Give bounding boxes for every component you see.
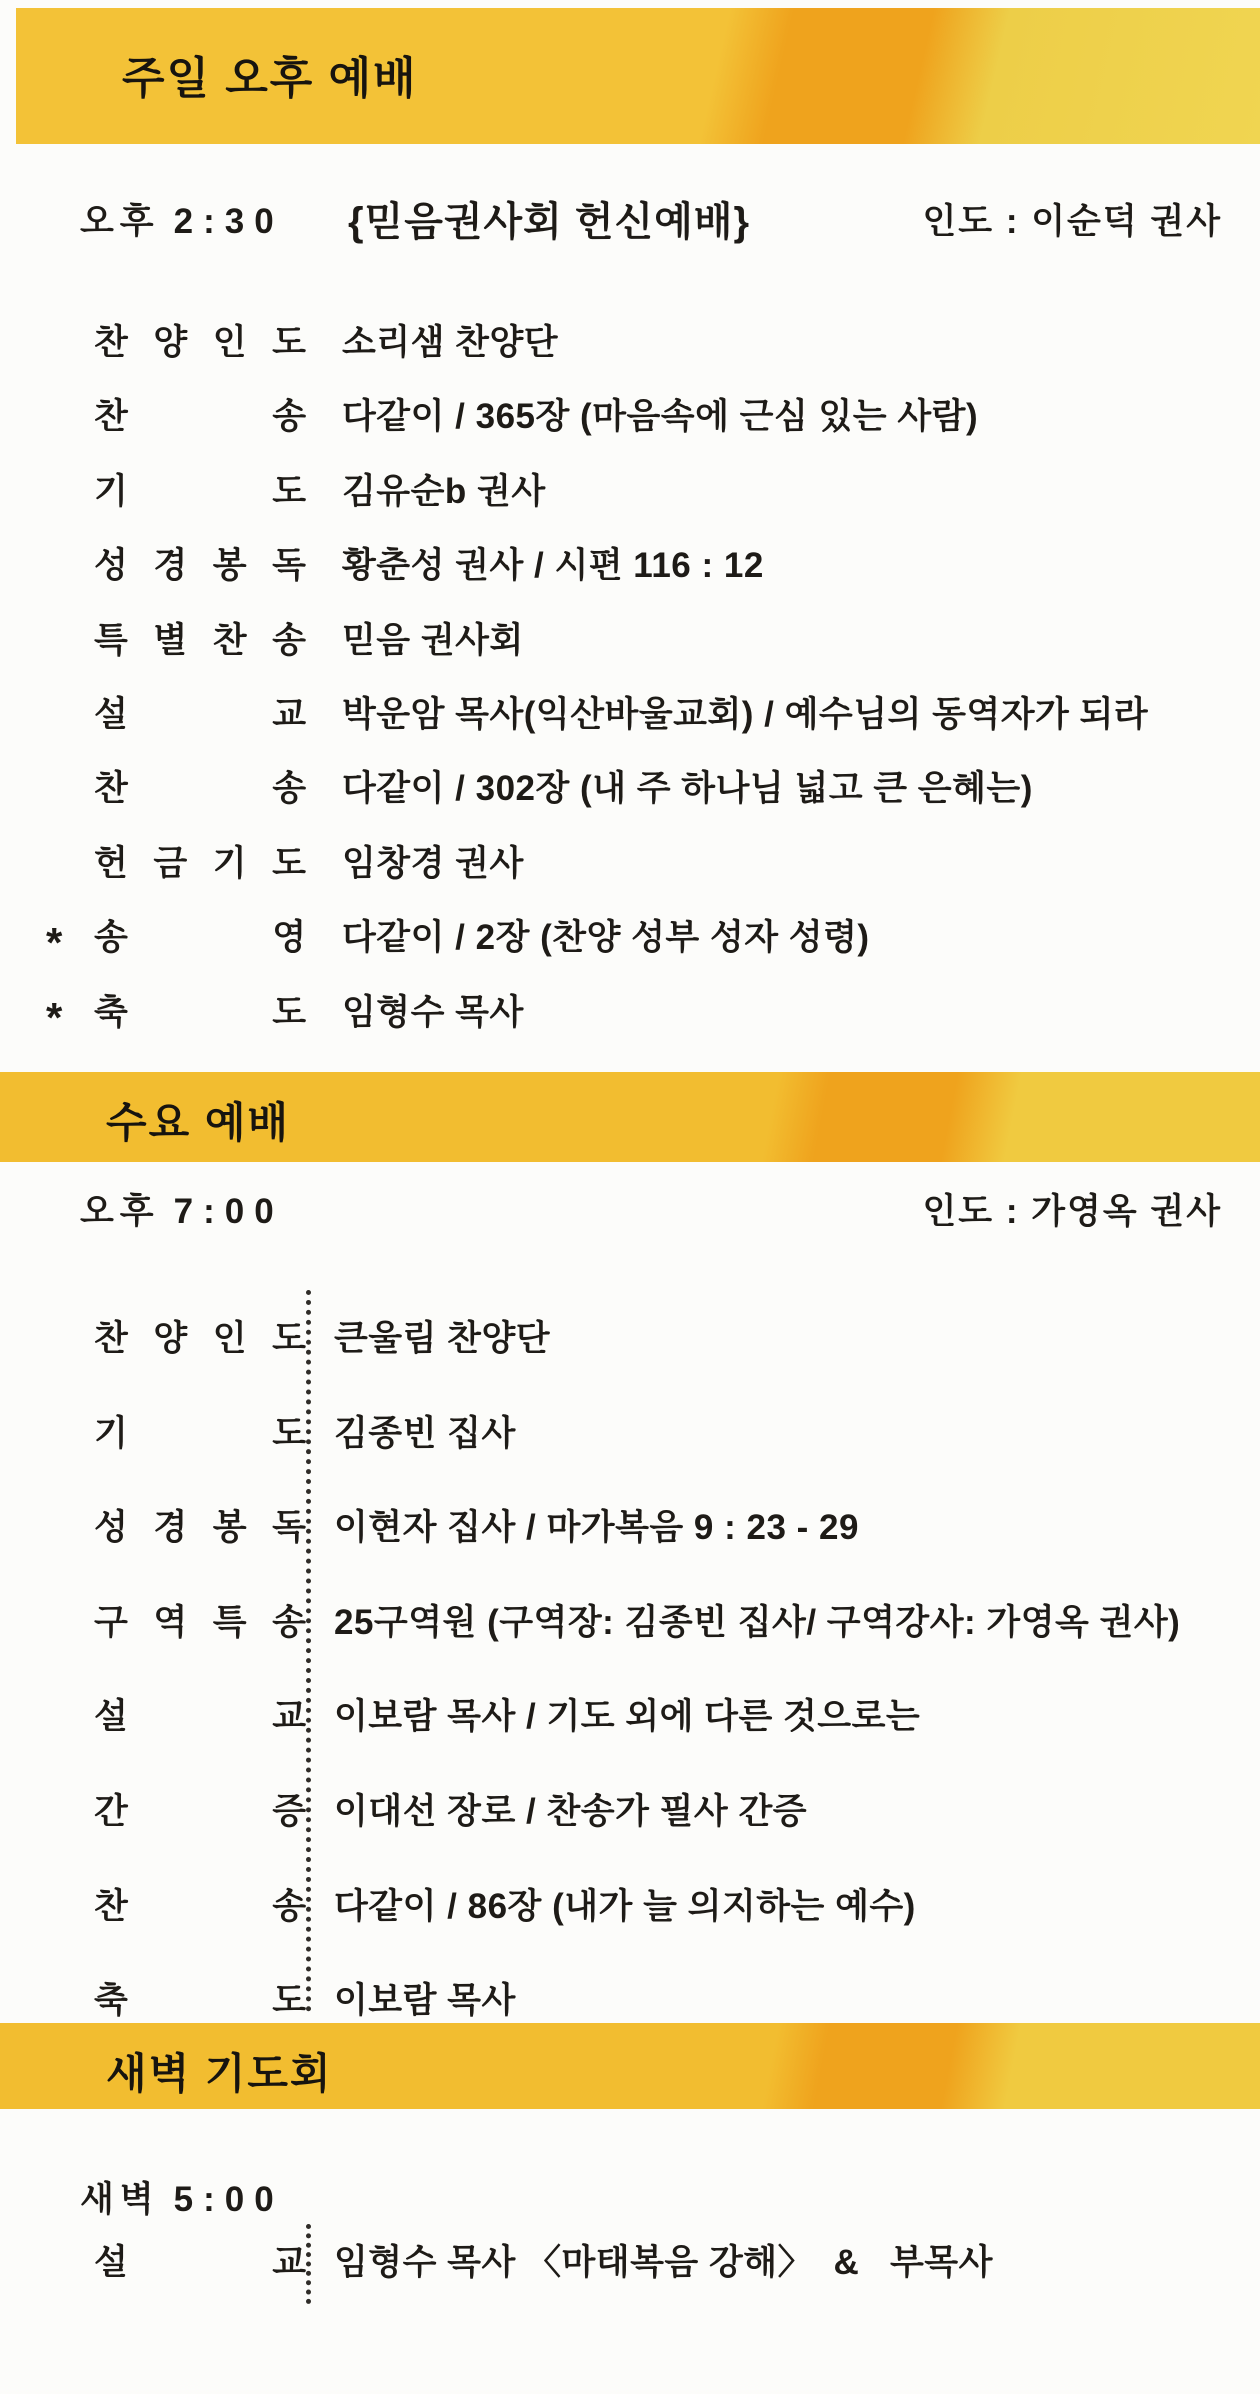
section-banner-wednesday xyxy=(0,1072,1260,1162)
content-text: 다같이 / 86장 (내가 늘 의지하는 예수) xyxy=(334,1886,916,1926)
label-char: 인 xyxy=(212,323,247,362)
order-item-content xyxy=(334,1978,1250,2024)
label-char: 독 xyxy=(272,1508,306,1548)
content-text: 임창경 권사 xyxy=(342,843,524,883)
order-item-content xyxy=(342,543,1250,589)
dedication-title: {믿음권사회 헌신예배} xyxy=(348,200,751,244)
time-period-label: 오후 xyxy=(80,202,160,241)
order-item-label xyxy=(94,1600,306,1646)
label-char: 기 xyxy=(94,1413,128,1453)
label-char: 특 xyxy=(94,620,128,660)
standing-star-mark: * xyxy=(46,919,63,967)
label-char: 찬 xyxy=(94,323,128,362)
section-header-dawn-prayer xyxy=(0,2176,1260,2226)
order-item-content xyxy=(342,469,1250,515)
order-item-content xyxy=(334,1316,1250,1362)
content-text: 이대선 장로 / 찬송가 필사 간증 xyxy=(334,1791,808,1831)
worship-order-list xyxy=(0,320,1260,1064)
time-period-label: 오후 xyxy=(80,1192,160,1231)
label-char: 간 xyxy=(94,1791,128,1831)
label-char: 별 xyxy=(153,620,188,660)
service-leader: 인도 : 이순덕 권사 xyxy=(922,202,1222,241)
order-item-content xyxy=(342,915,1250,961)
label-char: 축 xyxy=(94,1981,128,2021)
order-item-label xyxy=(94,1789,306,1835)
label-char: 도 xyxy=(272,1319,306,1358)
order-item-label xyxy=(94,320,306,366)
label-char: 도 xyxy=(272,323,306,362)
order-item-label xyxy=(94,1505,306,1551)
content-text: 임형수 목사 xyxy=(342,992,524,1032)
label-char: 설 xyxy=(94,1697,128,1737)
content-text: 이현자 집사 / 마가복음 9 : 23 - 29 xyxy=(334,1508,859,1548)
order-item-content xyxy=(334,1694,1250,1740)
label-char: 찬 xyxy=(94,769,128,809)
label-char: 도 xyxy=(272,471,306,511)
content-text: 박운암 목사(익산바울교회) / xyxy=(342,694,785,734)
content-text: 임형수 목사 〈마태복음 강해〉 & 부목사 xyxy=(334,2243,993,2282)
order-item-label xyxy=(94,394,306,440)
label-char: 특 xyxy=(212,1602,247,1642)
service-time xyxy=(80,198,284,246)
label-char: 찬 xyxy=(94,1886,128,1926)
label-char: 도 xyxy=(272,992,306,1032)
section-title: 수요 예배 xyxy=(106,1099,290,1146)
label-char: 송 xyxy=(272,620,306,660)
label-char: 인 xyxy=(212,1319,247,1358)
order-item-label xyxy=(94,915,306,961)
order-row xyxy=(0,1600,1260,1695)
label-char: 구 xyxy=(94,1602,128,1642)
worship-order-list xyxy=(0,1316,1260,2073)
content-text: 김유순b 권사 xyxy=(342,471,546,511)
order-item-label xyxy=(94,543,306,589)
label-char: 역 xyxy=(153,1602,188,1642)
order-row xyxy=(0,1694,1260,1789)
order-item-label xyxy=(94,1884,306,1930)
order-item-label xyxy=(94,1316,306,1362)
order-item-label xyxy=(94,766,306,812)
order-row xyxy=(0,841,1260,915)
service-time xyxy=(80,2176,284,2224)
label-char: 영 xyxy=(272,918,306,958)
order-item-label xyxy=(94,1411,306,1457)
content-text: 믿음 권사회 xyxy=(342,620,524,660)
order-item-content xyxy=(342,618,1250,664)
label-char: 송 xyxy=(272,1602,306,1642)
order-item-label xyxy=(94,618,306,664)
section-banner-sunday-afternoon xyxy=(16,8,1260,144)
content-text: 이보람 목사 xyxy=(334,1981,516,2021)
content-text: 김종빈 집사 xyxy=(334,1413,516,1453)
content-text: 이보람 목사 / xyxy=(334,1697,547,1737)
order-item-content xyxy=(342,320,1250,366)
order-item-label xyxy=(94,990,306,1036)
content-text: 소리샘 찬양단 xyxy=(342,323,559,362)
order-row xyxy=(0,1789,1260,1884)
order-row xyxy=(0,766,1260,840)
label-char: 성 xyxy=(94,546,128,586)
order-row xyxy=(0,1884,1260,1979)
content-text: 큰울림 찬양단 xyxy=(334,1319,551,1358)
label-char: 경 xyxy=(153,1508,188,1548)
label-char: 증 xyxy=(272,1791,306,1831)
sermon-title-text: 기도 외에 다른 것으로는 xyxy=(546,1697,921,1737)
order-row xyxy=(0,2240,1260,2320)
label-char: 헌 xyxy=(94,843,128,883)
label-char: 성 xyxy=(94,1508,128,1548)
order-item-content xyxy=(334,1411,1250,1457)
order-row xyxy=(0,1505,1260,1600)
order-item-content xyxy=(342,394,1250,440)
order-item-label xyxy=(94,2240,306,2286)
content-text: 황춘성 권사 / 시편 116 : 12 xyxy=(342,546,764,586)
order-row xyxy=(0,1316,1260,1411)
label-char: 송 xyxy=(272,397,306,437)
order-item-label xyxy=(94,841,306,887)
content-text: 다같이 / 365장 (마음속에 근심 있는 사람) xyxy=(342,397,979,437)
label-char: 독 xyxy=(272,546,306,586)
section-header-wednesday xyxy=(0,1188,1260,1238)
label-char: 설 xyxy=(94,2243,128,2282)
order-item-content xyxy=(334,1505,1250,1551)
order-row xyxy=(0,915,1260,989)
time-period-label: 새벽 xyxy=(80,2180,160,2219)
label-char: 설 xyxy=(94,694,128,734)
service-leader: 인도 : 가영옥 권사 xyxy=(922,1192,1222,1231)
worship-order-list xyxy=(0,2240,1260,2320)
time-value: 2:30 xyxy=(173,202,284,241)
label-char: 찬 xyxy=(94,397,128,437)
label-char: 찬 xyxy=(94,1319,128,1358)
order-row xyxy=(0,543,1260,617)
time-value: 7:00 xyxy=(173,1192,284,1231)
label-char: 도 xyxy=(272,1413,306,1453)
order-row xyxy=(0,618,1260,692)
order-item-label xyxy=(94,692,306,738)
order-row xyxy=(0,469,1260,543)
order-item-content xyxy=(342,766,1250,812)
order-row xyxy=(0,990,1260,1064)
content-text: 다같이 / 2장 (찬양 성부 성자 성령) xyxy=(342,918,870,958)
section-header-sunday-afternoon xyxy=(0,198,1260,248)
order-item-label xyxy=(94,1978,306,2024)
order-item-content xyxy=(334,1600,1250,1646)
label-char: 찬 xyxy=(212,620,247,660)
label-char: 도 xyxy=(272,1981,306,2021)
section-title: 새벽 기도회 xyxy=(106,2050,333,2097)
order-item-content xyxy=(334,1884,1250,1930)
order-item-content xyxy=(334,1789,1250,1835)
label-char: 봉 xyxy=(212,1508,247,1548)
label-char: 경 xyxy=(153,546,188,586)
sermon-title-text: 예수님의 동역자가 되라 xyxy=(784,694,1149,734)
service-time xyxy=(80,1188,284,1236)
label-char: 송 xyxy=(272,769,306,809)
label-char: 기 xyxy=(94,471,128,511)
order-item-content xyxy=(334,2240,1250,2286)
standing-star-mark: * xyxy=(46,993,63,1041)
order-row xyxy=(0,320,1260,394)
label-char: 양 xyxy=(153,1319,188,1358)
label-char: 교 xyxy=(272,2243,306,2282)
order-item-content xyxy=(342,990,1250,1036)
content-text: 25구역원 (구역장: 김종빈 집사/ 구역강사: 가영옥 권사) xyxy=(334,1602,1181,1642)
order-item-content xyxy=(342,841,1250,887)
order-row xyxy=(0,1411,1260,1506)
label-char: 양 xyxy=(153,323,188,362)
label-char: 송 xyxy=(94,918,128,958)
content-text: 다같이 / 302장 (내 주 하나님 넓고 큰 은혜는) xyxy=(342,769,1033,809)
label-char: 도 xyxy=(272,843,306,883)
section-title: 주일 오후 예배 xyxy=(122,54,418,103)
label-char: 기 xyxy=(212,843,247,883)
order-row xyxy=(0,394,1260,468)
order-row xyxy=(0,692,1260,766)
order-item-content xyxy=(342,692,1250,738)
section-banner-dawn-prayer xyxy=(0,2023,1260,2109)
label-char: 교 xyxy=(272,694,306,734)
time-value: 5:00 xyxy=(173,2180,284,2219)
order-item-label xyxy=(94,469,306,515)
order-item-label xyxy=(94,1694,306,1740)
label-char: 축 xyxy=(94,992,128,1032)
label-char: 교 xyxy=(272,1697,306,1737)
label-char: 봉 xyxy=(212,546,247,586)
label-char: 송 xyxy=(272,1886,306,1926)
label-char: 금 xyxy=(153,843,188,883)
